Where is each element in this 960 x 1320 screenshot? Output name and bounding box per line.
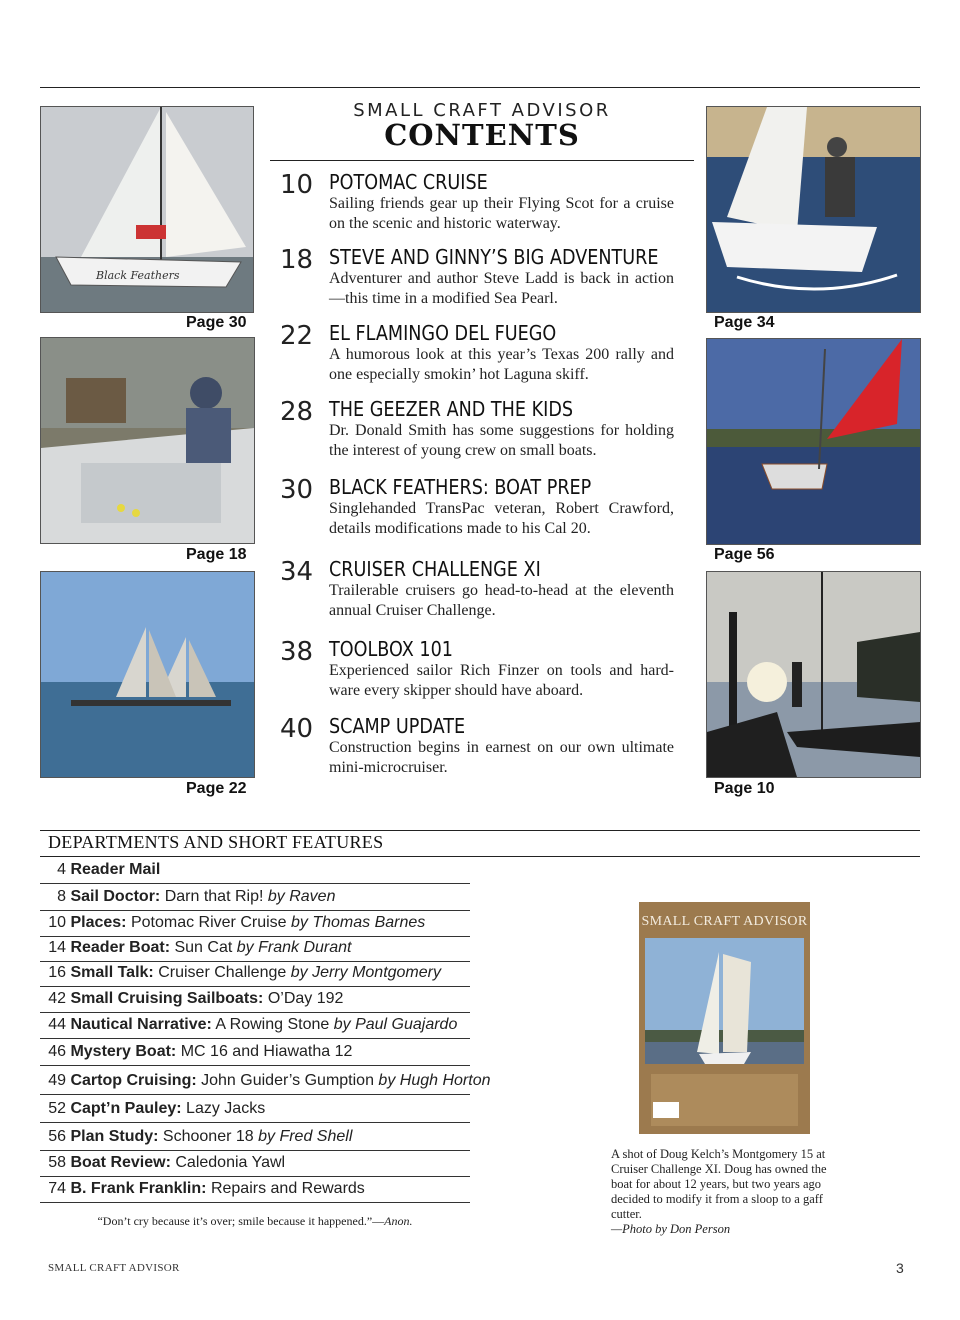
department-topic: A Rowing Stone [215,1016,330,1033]
department-section: Cartop Cruising: [70,1072,197,1089]
department-section: Sail Doctor: [70,888,161,905]
cover-photo-credit: —Photo by Don Person [611,1222,731,1236]
article-description: Dr. Donald Smith has some suggestions for holding the interest of young crew on small boats. [329,422,674,459]
article-description: Adventurer and author Steve Ladd is back in action—this time in a modified Sea Pearl. [329,270,674,307]
sea-pearl-construction-photo [40,337,255,544]
department-page-number: 49 [48,1072,66,1089]
page-title: CONTENTS [384,118,580,152]
department-row[interactable] [40,910,470,937]
department-page-number: 44 [48,1016,66,1033]
department-section: Capt’n Pauley: [70,1100,182,1117]
department-row[interactable] [40,986,470,1013]
department-page-number: 8 [57,888,66,905]
department-topic: Schooner 18 [162,1128,254,1145]
photo-caption-page-56: Page 56 [714,546,775,563]
cover-caption-text: A shot of Doug Kelch’s Montgomery 15 at Cruiser Challenge XI. Doug has owned the boat for about 12 years, but two years ago decided to modify it from a sloop to a gaff cutter. [611,1147,827,1221]
department-row[interactable] [40,884,470,911]
department-section: B. Frank Franklin: [70,1180,207,1197]
department-page-number: 56 [48,1128,66,1145]
department-page-number: 58 [48,1154,66,1171]
magazine-cover-image [639,902,810,1134]
article-page-number: 34 [280,557,314,587]
article-title: STEVE AND GINNY’S BIG ADVENTURE [329,245,659,269]
sunset-dock-photo [706,571,921,778]
department-topic: Cruiser Challenge [158,964,287,981]
article-title: CRUISER CHALLENGE XI [329,557,541,581]
boat-name-text: Black Feathers [96,269,180,282]
department-section: Small Talk: [70,964,154,981]
footer-page-number: 3 [896,1260,904,1276]
article-description: Singlehanded TransPac veteran, Robert Crawford, details modifications made to his Cal 20. [329,500,674,537]
article-description: Construction begins in earnest on our own ultimate mini-microcruiser. [329,739,674,776]
department-page-number: 42 [48,990,66,1007]
department-topic: MC 16 and Hiawatha 12 [180,1043,353,1060]
department-topic: O’Day 192 [267,990,344,1007]
departments-top-rule [40,830,920,831]
department-page-number: 74 [48,1180,66,1197]
department-section: Places: [70,914,127,931]
black-feathers-sailboat-photo [40,106,254,313]
photo-caption-page-10: Page 10 [714,780,775,797]
department-row[interactable] [40,1068,491,1095]
department-topic: Darn that Rip! [164,888,264,905]
department-section: Nautical Narrative: [70,1016,212,1033]
department-section: Boat Review: [70,1154,171,1171]
department-topic: Repairs and Rewards [210,1180,365,1197]
article-description: Experienced sailor Rich Finzer on tools and hard-ware every skipper should have aboard. [329,662,674,699]
department-section: Small Cruising Sailboats: [70,990,264,1007]
article-page-number: 22 [280,321,314,351]
department-topic: Potomac River Cruise [130,914,287,931]
department-page-number: 46 [48,1043,66,1060]
department-row[interactable] [40,1150,470,1177]
department-section: Reader Mail [70,861,161,878]
masthead-rule [270,160,694,161]
article-page-number: 28 [280,397,314,427]
department-row[interactable] [40,1096,470,1123]
department-section: Mystery Boat: [70,1043,177,1060]
article-title: POTOMAC CRUISE [329,170,488,194]
article-page-number: 30 [280,475,314,505]
department-byline: by Hugh Horton [378,1072,491,1089]
photo-caption-page-30: Page 30 [186,314,247,331]
department-row[interactable] [40,960,470,987]
article-title: EL FLAMINGO DEL FUEGO [329,321,557,345]
department-row[interactable] [40,1124,470,1151]
cover-masthead: SMALL CRAFT ADVISOR [641,914,808,929]
footer-magazine-name: SMALL CRAFT ADVISOR [48,1262,180,1274]
department-page-number: 16 [48,964,66,981]
article-description: Trailerable cruisers go head-to-head at the eleventh annual Cruiser Challenge. [329,582,674,619]
department-row[interactable] [40,1039,470,1066]
article-page-number: 40 [280,714,314,744]
department-page-number: 14 [48,939,66,956]
department-section: Plan Study: [70,1128,159,1145]
article-title: TOOLBOX 101 [329,637,454,661]
photo-caption-page-18: Page 18 [186,546,247,563]
quote-author: Anon. [384,1214,413,1228]
article-title: THE GEEZER AND THE KIDS [329,397,574,421]
article-description: Sailing friends gear up their Flying Scot for a cruise on the scenic and historic waterway. [329,195,674,232]
department-row[interactable] [40,857,470,884]
department-byline: by Fred Shell [258,1128,353,1145]
quote-text: “Don’t cry because it’s over; smile because it happened.”— [97,1214,385,1228]
masthead-brand: SMALL CRAFT ADVISOR [353,100,611,121]
department-byline: by Paul Guajardo [333,1016,458,1033]
department-section: Reader Boat: [70,939,171,956]
article-description: A humorous look at this year’s Texas 200 rally and one especially smokin’ hot Laguna skiff. [329,346,674,383]
cruiser-challenge-sailor-photo [706,106,921,313]
el-flamingo-skiff-photo [40,571,255,778]
departments-heading: DEPARTMENTS AND SHORT FEATURES [48,832,384,852]
department-topic: John Guider’s Gumption [201,1072,374,1089]
department-byline: by Thomas Barnes [291,914,426,931]
department-topic: Caledonia Yawl [175,1154,286,1171]
department-byline: by Raven [267,888,336,905]
article-title: BLACK FEATHERS: BOAT PREP [329,475,592,499]
red-sail-boat-photo [706,338,921,545]
department-row[interactable] [40,935,470,962]
photo-caption-page-34: Page 34 [714,314,775,331]
department-topic: Lazy Jacks [186,1100,266,1117]
department-page-number: 4 [57,861,66,878]
top-rule [40,87,920,88]
cover-caption [611,1147,849,1237]
article-title: SCAMP UPDATE [329,714,466,738]
department-row[interactable] [40,1176,470,1203]
department-byline: by Frank Durant [236,939,352,956]
department-byline: by Jerry Montgomery [290,964,441,981]
department-row[interactable] [40,1012,470,1039]
department-page-number: 52 [48,1100,66,1117]
photo-caption-page-22: Page 22 [186,780,247,797]
article-page-number: 18 [280,245,314,275]
quote [40,1214,470,1229]
article-page-number: 10 [280,170,314,200]
article-page-number: 38 [280,637,314,667]
department-topic: Sun Cat [174,939,233,956]
department-page-number: 10 [48,914,66,931]
